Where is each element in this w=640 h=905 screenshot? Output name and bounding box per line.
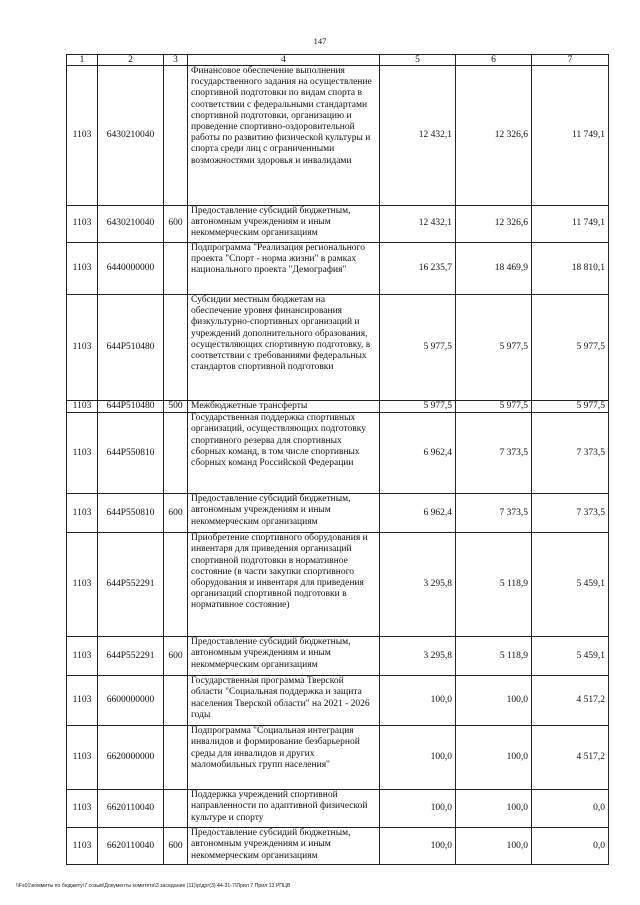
cell-section: 1103 xyxy=(67,295,98,401)
cell-section: 1103 xyxy=(67,533,98,637)
cell-value-3: 7 373,5 xyxy=(532,494,609,533)
cell-csr: 6430210040 xyxy=(98,206,164,243)
cell-csr: 644P550810 xyxy=(98,413,164,494)
header-col-7: 7 xyxy=(532,55,609,66)
header-col-5: 5 xyxy=(380,55,456,66)
cell-section: 1103 xyxy=(67,66,98,206)
cell-section: 1103 xyxy=(67,676,98,726)
cell-value-1: 12 432,1 xyxy=(380,66,456,206)
cell-value-2: 5 977,5 xyxy=(456,401,532,413)
cell-csr: 644P510480 xyxy=(98,295,164,401)
cell-csr: 6620110040 xyxy=(98,828,164,865)
cell-value-3: 0,0 xyxy=(532,790,609,828)
cell-value-3: 18 810,1 xyxy=(532,243,609,295)
table-row xyxy=(67,637,609,676)
header-col-6: 6 xyxy=(456,55,532,66)
cell-vr: 500 xyxy=(164,401,188,413)
cell-vr xyxy=(164,726,188,790)
cell-section: 1103 xyxy=(67,790,98,828)
cell-section: 1103 xyxy=(67,243,98,295)
cell-value-1: 12 432,1 xyxy=(380,206,456,243)
page-number: 147 xyxy=(313,36,327,46)
cell-value-1: 6 962,4 xyxy=(380,494,456,533)
cell-value-2: 12 326,6 xyxy=(456,206,532,243)
header-col-3: 3 xyxy=(164,55,188,66)
cell-section: 1103 xyxy=(67,401,98,413)
cell-csr: 6620110040 xyxy=(98,790,164,828)
table-row xyxy=(67,533,609,637)
cell-vr: 600 xyxy=(164,206,188,243)
cell-value-1: 100,0 xyxy=(380,828,456,865)
cell-name: Поддержка учреждений спортивной направленности по адаптивной физической культуре и спорту xyxy=(188,790,380,828)
cell-value-2: 100,0 xyxy=(456,828,532,865)
table-row xyxy=(67,413,609,494)
table-row xyxy=(67,828,609,865)
table-row xyxy=(67,790,609,828)
cell-value-2: 5 118,9 xyxy=(456,533,532,637)
cell-vr xyxy=(164,243,188,295)
cell-value-2: 100,0 xyxy=(456,676,532,726)
table-row xyxy=(67,295,609,401)
cell-vr xyxy=(164,676,188,726)
cell-value-1: 6 962,4 xyxy=(380,413,456,494)
cell-name: Финансовое обеспечение выполнения государственного задания на осуществление спортивной подготовки по видам спорта в соответствии с федеральными стандартами спортивной подготовки, организацию и проведение спортивно-оздоровительной работы по развитию физической культуры и спорта среди лиц с ограниченными возможностями здоровья и инвалидами xyxy=(188,66,380,206)
footer-file-path: \\Fs01\коммиты по бюджету\7 созыв\Документы комитета\3 заседание (11)\р\дрг(3) 44-31-7\Прил 7 Прил 13 РПЦВ xyxy=(16,883,291,889)
cell-section: 1103 xyxy=(67,206,98,243)
cell-csr: 6600000000 xyxy=(98,676,164,726)
cell-vr xyxy=(164,533,188,637)
cell-value-2: 18 469,9 xyxy=(456,243,532,295)
cell-section: 1103 xyxy=(67,726,98,790)
cell-csr: 6620000000 xyxy=(98,726,164,790)
budget-table xyxy=(66,54,609,865)
cell-vr: 600 xyxy=(164,637,188,676)
cell-csr: 6440000000 xyxy=(98,243,164,295)
table-row xyxy=(67,676,609,726)
cell-vr xyxy=(164,295,188,401)
cell-vr xyxy=(164,790,188,828)
cell-value-1: 3 295,8 xyxy=(380,637,456,676)
cell-value-3: 5 977,5 xyxy=(532,295,609,401)
cell-value-1: 100,0 xyxy=(380,676,456,726)
table-row xyxy=(67,401,609,413)
cell-name: Субсидии местным бюджетам на обеспечение уровня финансирования физкультурно-спортивных организаций и учреждений дополнительного образования, осуществляющих спортивную подготовку, в соответствии с требованиями федеральных стандартов спортивной подготовки xyxy=(188,295,380,401)
table-row xyxy=(67,494,609,533)
cell-section: 1103 xyxy=(67,413,98,494)
cell-name: Подпрограмма "Реализация регионального проекта "Спорт - норма жизни" в рамках национального проекта "Демография" xyxy=(188,243,380,295)
cell-value-2: 12 326,6 xyxy=(456,66,532,206)
header-col-4: 4 xyxy=(188,55,380,66)
cell-name: Государственная программа Тверской области "Социальная поддержка и защита населения Тверской области" на 2021 - 2026 годы xyxy=(188,676,380,726)
cell-value-3: 4 517,2 xyxy=(532,726,609,790)
cell-name: Межбюджетные трансферты xyxy=(188,401,380,413)
cell-vr xyxy=(164,66,188,206)
cell-csr: 644P552291 xyxy=(98,637,164,676)
cell-section: 1103 xyxy=(67,494,98,533)
cell-value-3: 5 459,1 xyxy=(532,637,609,676)
cell-value-1: 5 977,5 xyxy=(380,401,456,413)
cell-value-1: 100,0 xyxy=(380,726,456,790)
table-row xyxy=(67,206,609,243)
cell-value-2: 5 118,9 xyxy=(456,637,532,676)
cell-vr: 600 xyxy=(164,828,188,865)
cell-csr: 644P550810 xyxy=(98,494,164,533)
cell-name: Предоставление субсидий бюджетным, автономным учреждениям и иным некоммерческим организациям xyxy=(188,494,380,533)
cell-name: Предоставление субсидий бюджетным, автономным учреждениям и иным некоммерческим организациям xyxy=(188,828,380,865)
cell-value-3: 4 517,2 xyxy=(532,676,609,726)
header-col-1: 1 xyxy=(67,55,98,66)
cell-value-2: 7 373,5 xyxy=(456,494,532,533)
cell-value-2: 7 373,5 xyxy=(456,413,532,494)
cell-value-3: 7 373,5 xyxy=(532,413,609,494)
cell-value-2: 100,0 xyxy=(456,790,532,828)
cell-value-1: 5 977,5 xyxy=(380,295,456,401)
cell-value-2: 100,0 xyxy=(456,726,532,790)
cell-csr: 6430210040 xyxy=(98,66,164,206)
header-col-2: 2 xyxy=(98,55,164,66)
cell-value-2: 5 977,5 xyxy=(456,295,532,401)
cell-name: Государственная поддержка спортивных организаций, осуществляющих подготовку спортивного резерва для спортивных сборных команд, в том числе спортивных сборных команд Российской Федерации xyxy=(188,413,380,494)
cell-value-3: 5 977,5 xyxy=(532,401,609,413)
cell-section: 1103 xyxy=(67,637,98,676)
cell-value-3: 5 459,1 xyxy=(532,533,609,637)
cell-vr: 600 xyxy=(164,494,188,533)
cell-value-3: 11 749,1 xyxy=(532,66,609,206)
header-row xyxy=(67,55,609,66)
cell-section: 1103 xyxy=(67,828,98,865)
table-row xyxy=(67,726,609,790)
cell-value-3: 0,0 xyxy=(532,828,609,865)
cell-name: Предоставление субсидий бюджетным, автономным учреждениям и иным некоммерческим организациям xyxy=(188,206,380,243)
cell-name: Подпрограмма "Социальная интеграция инвалидов и формирование безбарьерной среды для инвалидов и других маломобильных групп населения" xyxy=(188,726,380,790)
cell-value-3: 11 749,1 xyxy=(532,206,609,243)
cell-vr xyxy=(164,413,188,494)
cell-value-1: 3 295,8 xyxy=(380,533,456,637)
table-row xyxy=(67,243,609,295)
cell-name: Приобретение спортивного оборудования и инвентаря для приведения организаций спортивной подготовки в нормативное состояние (в части закупки спортивного оборудования и инвентаря для приведения организаций спортивной подготовки в нормативное состояние) xyxy=(188,533,380,637)
cell-csr: 644P552291 xyxy=(98,533,164,637)
cell-value-1: 100,0 xyxy=(380,790,456,828)
cell-value-1: 16 235,7 xyxy=(380,243,456,295)
cell-csr: 644P510480 xyxy=(98,401,164,413)
cell-name: Предоставление субсидий бюджетным, автономным учреждениям и иным некоммерческим организациям xyxy=(188,637,380,676)
table-row xyxy=(67,66,609,206)
